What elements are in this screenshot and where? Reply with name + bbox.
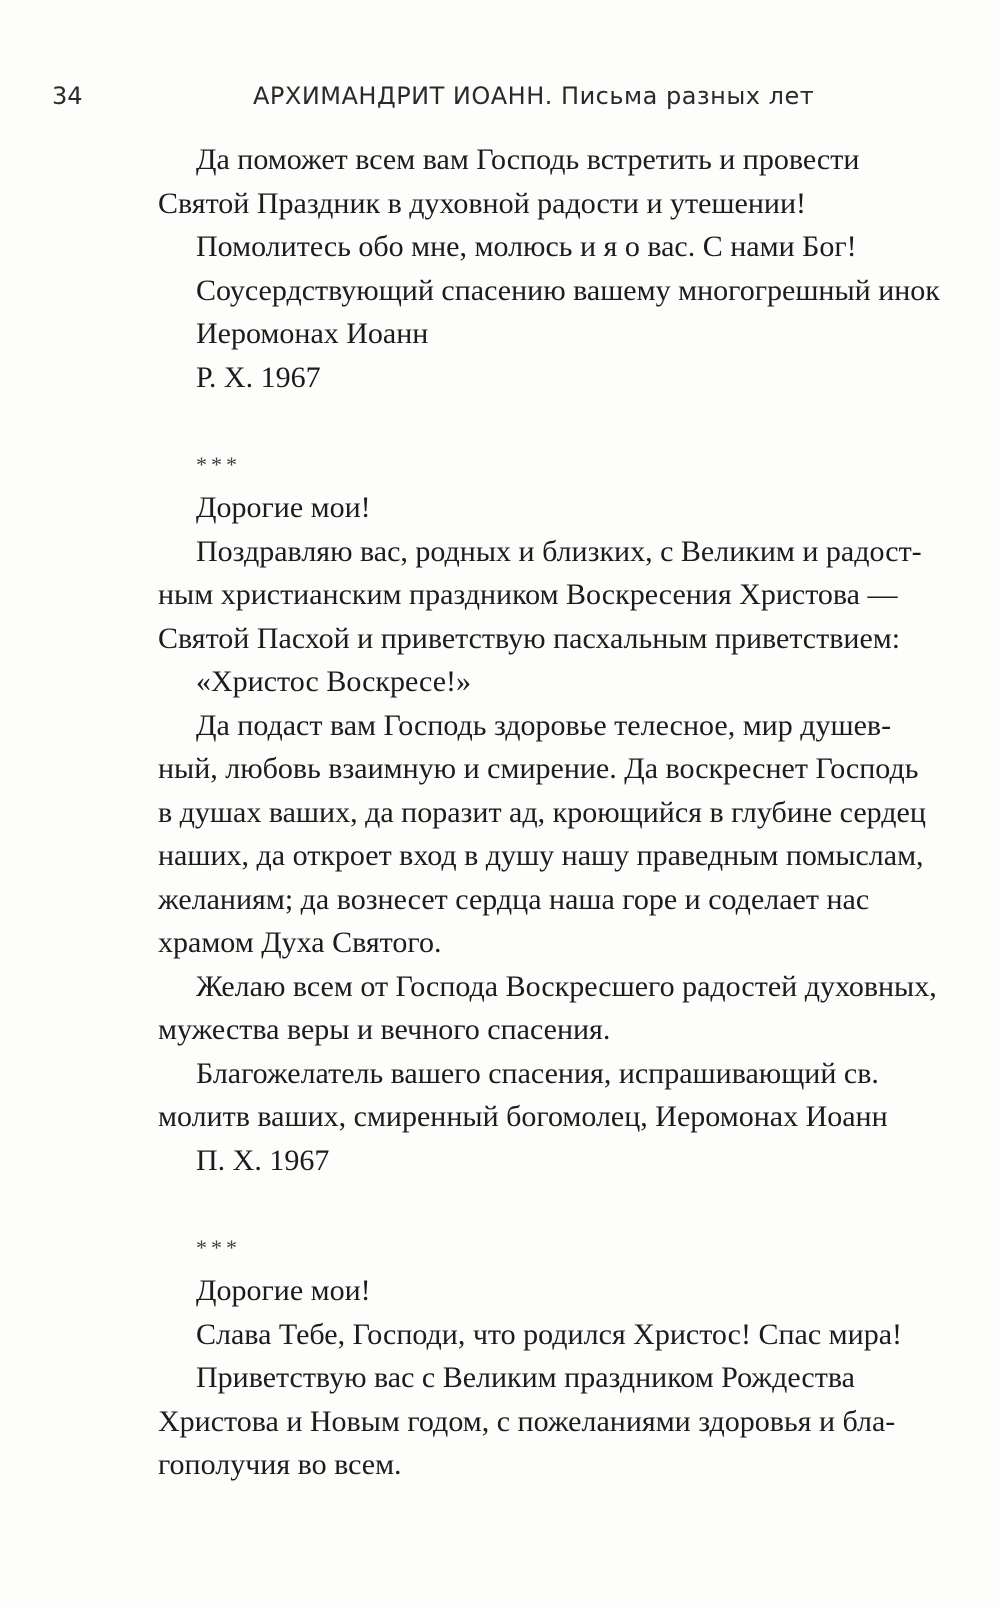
- text-line: ным христианским праздником Воскресения Христова —: [158, 578, 898, 611]
- text-line: желаниям; да вознесет сердца наша горе и соделает нас: [158, 882, 870, 916]
- greeting-line: Дорогие мои!: [196, 1274, 371, 1307]
- text-line: в душах ваших, да поразит ад, кроющийся в глубине сердец: [158, 795, 926, 829]
- text-line: Да подаст вам Господь здоровье телесное, мир душев-: [196, 708, 892, 742]
- text-line: Поздравляю вас, родных и близких, с Великим и радост-: [196, 534, 922, 568]
- text-line: Да поможет всем вам Господь встретить и провести: [196, 143, 860, 176]
- text-line: гополучия во всем.: [158, 1448, 402, 1481]
- date-line: Р. Х. 1967: [196, 360, 321, 394]
- signature-line: Иеромонах Иоанн: [196, 317, 429, 350]
- text-line: Слава Тебе, Господи, что родился Христос! Спас мира!: [196, 1317, 903, 1351]
- text-line: мужества веры и вечного спасения.: [158, 1013, 611, 1046]
- text-line: Благожелатель вашего спасения, испрашивающий св.: [196, 1056, 879, 1090]
- letter-text: [158, 138, 958, 1487]
- date-line: П. Х. 1967: [196, 1143, 330, 1177]
- text-line: Святой Пасхой и приветствую пасхальным приветствием:: [158, 621, 901, 655]
- section-separator: ***: [196, 451, 241, 477]
- text-line: «Христос Воскресе!»: [196, 665, 472, 698]
- text-line: Желаю всем от Господа Воскресшего радостей духовных,: [196, 969, 937, 1003]
- text-line: ный, любовь взаимную и смирение. Да воскреснет Господь: [158, 752, 919, 785]
- signature-line: молитв ваших, смиренный богомолец, Иеромонах Иоанн: [158, 1100, 888, 1133]
- blank-line: [158, 1182, 958, 1226]
- text-line: наших, да откроет вход в душу нашу праведным помыслам,: [158, 839, 924, 872]
- text-line: Приветствую вас с Великим праздником Рождества: [196, 1361, 855, 1394]
- page-number: 34: [52, 82, 83, 110]
- blank-line: [158, 399, 958, 443]
- running-title: АРХИМАНДРИТ ИОАНН. Письма разных лет: [253, 82, 815, 110]
- text-line: храмом Духа Святого.: [158, 926, 442, 959]
- greeting-line: Дорогие мои!: [196, 491, 371, 524]
- text-line: Святой Праздник в духовной радости и утешении!: [158, 186, 807, 220]
- section-separator: ***: [196, 1234, 241, 1260]
- text-line: Христова и Новым годом, с пожеланиями здоровья и бла-: [158, 1404, 896, 1438]
- running-head: [0, 82, 1000, 122]
- text-line: Помолитесь обо мне, молюсь и я о вас. С нами Бог!: [196, 230, 857, 263]
- text-line: Соусердствующий спасению вашему многогрешный инок: [196, 273, 940, 307]
